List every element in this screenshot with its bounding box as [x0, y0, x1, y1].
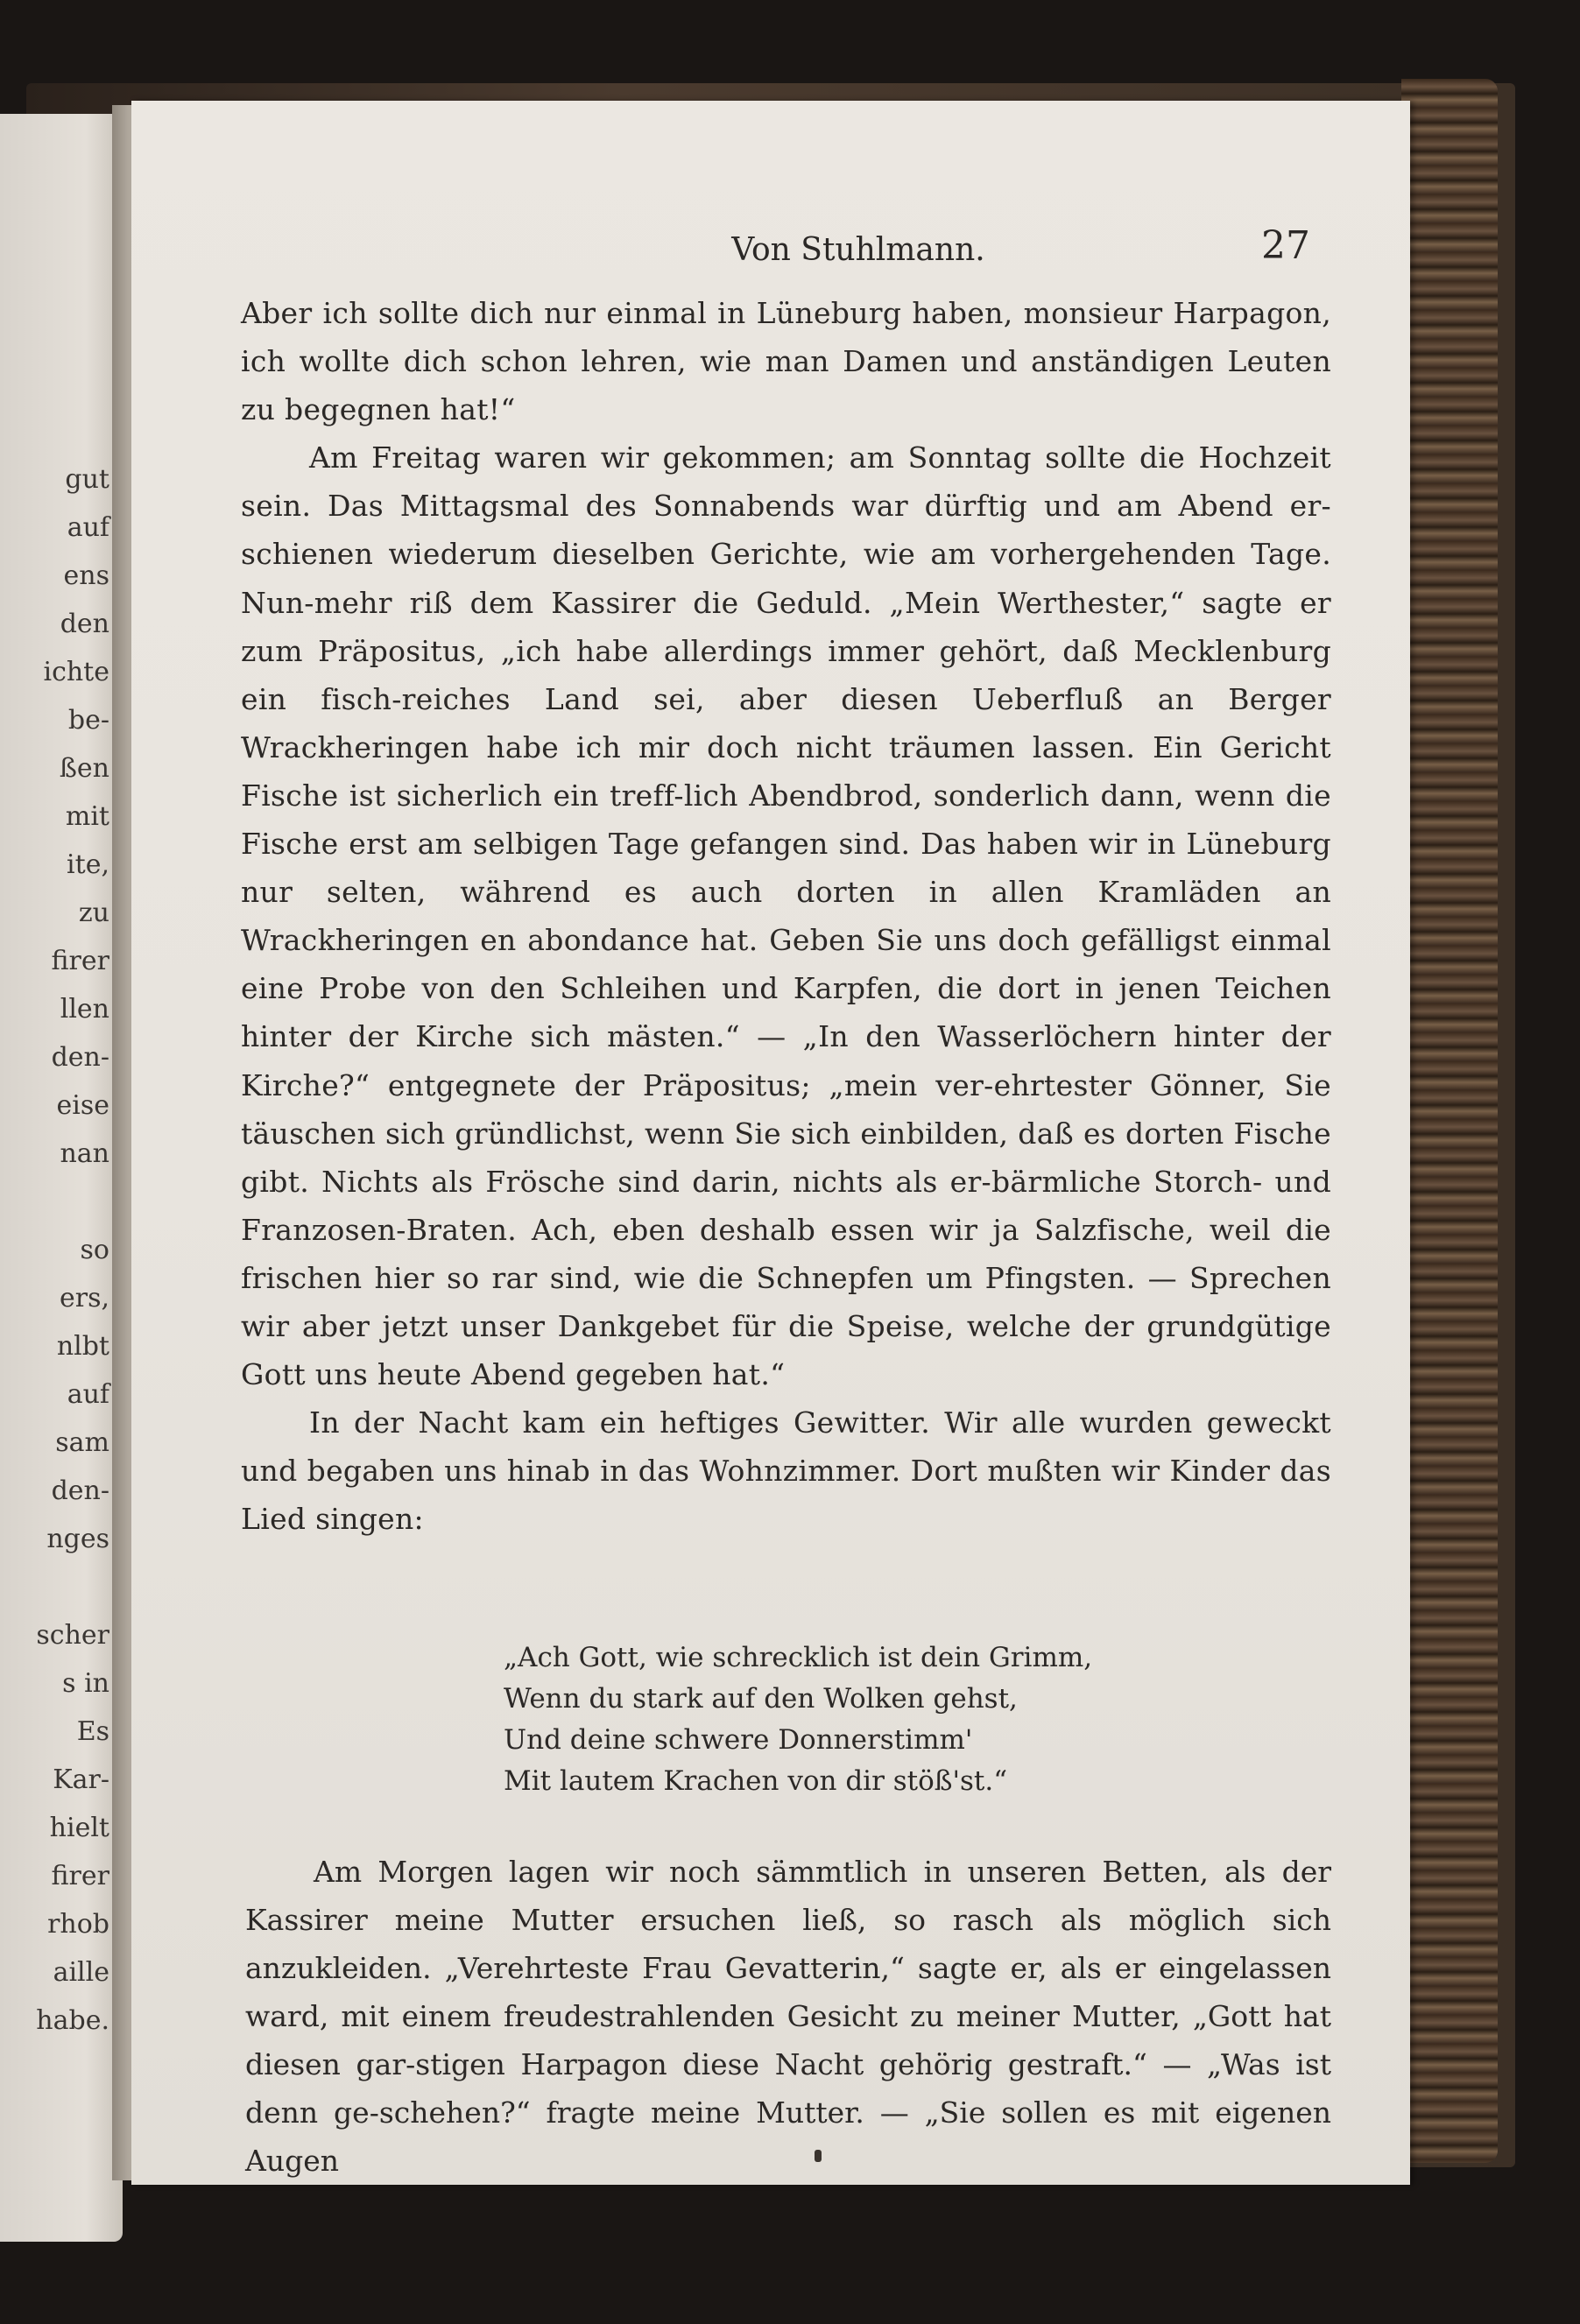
left-page-fragment	[0, 1178, 109, 1226]
left-page-fragment: den-	[51, 1475, 109, 1506]
left-page-fragments	[0, 455, 109, 2045]
closing-text	[245, 1848, 1331, 2185]
paragraph: Aber ich sollte dich nur einmal in Lüneburg haben, monsieur Harpagon, ich wollte dich schon lehren, wie man Damen und anständigen Leuten zu begegnen hat!“	[241, 296, 1331, 427]
left-page-fragment: gut	[65, 464, 109, 495]
left-page-fragment: aille	[53, 1957, 109, 1988]
cover-edge	[1401, 79, 1498, 2163]
left-page-fragment: ßen	[59, 753, 109, 784]
left-page-fragment: scher	[36, 1620, 109, 1651]
left-page-fragment: den-	[51, 1042, 109, 1073]
left-page-fragment: s in	[62, 1668, 109, 1699]
left-page-fragment: Kar-	[53, 1764, 109, 1795]
left-page-fragment: ite,	[67, 849, 109, 880]
left-page-fragment: so	[80, 1235, 109, 1265]
left-page-fragment: rhob	[47, 1909, 109, 1940]
page-number: 27	[1261, 223, 1310, 268]
left-page-fragment: firer	[51, 1861, 109, 1891]
verse-line: Mit lautem Krachen von dir stöß'st.“	[504, 1765, 1008, 1797]
left-page-fragment: mit	[65, 801, 109, 832]
book-page	[131, 101, 1410, 2185]
left-page-fragment: hielt	[49, 1813, 109, 1843]
verse-line: Und deine schwere Donnerstimm'	[504, 1724, 973, 1756]
verse-line: Wenn du stark auf den Wolken gehst,	[504, 1683, 1018, 1715]
left-page-fragment: ers,	[59, 1283, 109, 1313]
left-page-fragment: ens	[63, 560, 109, 591]
left-page-fragment: nges	[46, 1524, 109, 1554]
paragraph: Am Morgen lagen wir noch sämmtlich in unseren Betten, als der Kassirer meine Mutter ersuchen ließ, so rasch als möglich sich anzukleiden. „Verehrteste Frau Gevatterin,“ sagte er, als er eingelassen ward, mit einem freudestrahlenden Gesicht zu meiner Mutter, „Gott hat diesen gar-stigen Harpagon diese Nacht gehörig gestraft.“ — „Was ist denn ge-schehen?“ fragte meine Mutter. — „Sie sollen es mit eigenen Augen	[245, 1855, 1331, 2178]
left-page-fragment: ichte	[43, 657, 109, 687]
verse	[504, 1637, 1292, 1802]
left-page-fragment: sam	[55, 1427, 109, 1458]
left-page-fragment: auf	[67, 512, 109, 543]
left-page-fragment: auf	[67, 1379, 109, 1410]
body-text	[241, 289, 1331, 1543]
left-page-fragment: nan	[60, 1138, 109, 1169]
page-ornament	[815, 2150, 822, 2162]
left-page-fragment: zu	[78, 898, 109, 928]
left-page-fragment: nlbt	[56, 1331, 109, 1362]
paragraph: In der Nacht kam ein heftiges Gewitter. Wir alle wurden geweckt und begaben uns hinab in das Wohnzimmer. Dort mußten wir Kinder das Lied singen:	[241, 1405, 1331, 1537]
left-page-fragment: habe.	[36, 2005, 109, 2036]
running-head: Von Stuhlmann.	[731, 232, 985, 268]
paragraph: Am Freitag waren wir gekommen; am Sonntag sollte die Hochzeit sein. Das Mittagsmal des Sonnabends war dürftig und am Abend er-schienen wiederum dieselben Gerichte, wie am vorhergehenden Tage. Nun-mehr riß dem Kassirer die Geduld. „Mein Werthester,“ sagte er zum Präpositus, „ich habe allerdings immer gehört, daß Mecklenburg ein fisch-reiches Land sei, aber diesen Ueberfluß an Berger Wrackheringen habe ich mir doch nicht träumen lassen. Ein Gericht Fische ist sicherlich ein treff-lich Abendbrod, sonderlich dann, wenn die Fische erst am selbigen Tage gefangen sind. Das haben wir in Lüneburg nur selten, während es auch dorten in allen Kramläden an Wrackheringen en abondance hat. Geben Sie uns doch gefälligst einmal eine Probe von den Schleihen und Karpfen, die dort in jenen Teichen hinter der Kirche sich mästen.“ — „In den Wasserlöchern hinter der Kirche?“ entgegnete der Präpositus; „mein ver-ehrtester Gönner, Sie täuschen sich gründlichst, wenn Sie sich einbilden, daß es dorten Fische gibt. Nichts als Frösche sind darin, nichts als er-bärmliche Storch- und Franzosen-Braten. Ach, eben deshalb essen wir ja Salzfische, weil die frischen hier so rar sind, wie die Schnepfen um Pfingsten. — Sprechen wir aber jetzt unser Dankgebet für die Speise, welche der grundgütige Gott uns heute Abend gegeben hat.“	[241, 440, 1331, 1392]
left-page-fragment: eise	[56, 1090, 109, 1121]
left-page-fragment: llen	[60, 994, 109, 1025]
left-page-fragment: den	[60, 609, 109, 639]
left-page-fragment: firer	[51, 946, 109, 976]
verse-line: „Ach Gott, wie schrecklich ist dein Grimm,	[504, 1642, 1093, 1673]
left-page-fragment	[0, 1563, 109, 1611]
left-page-fragment: Es	[76, 1716, 109, 1747]
left-page-fragment: be-	[67, 705, 109, 736]
